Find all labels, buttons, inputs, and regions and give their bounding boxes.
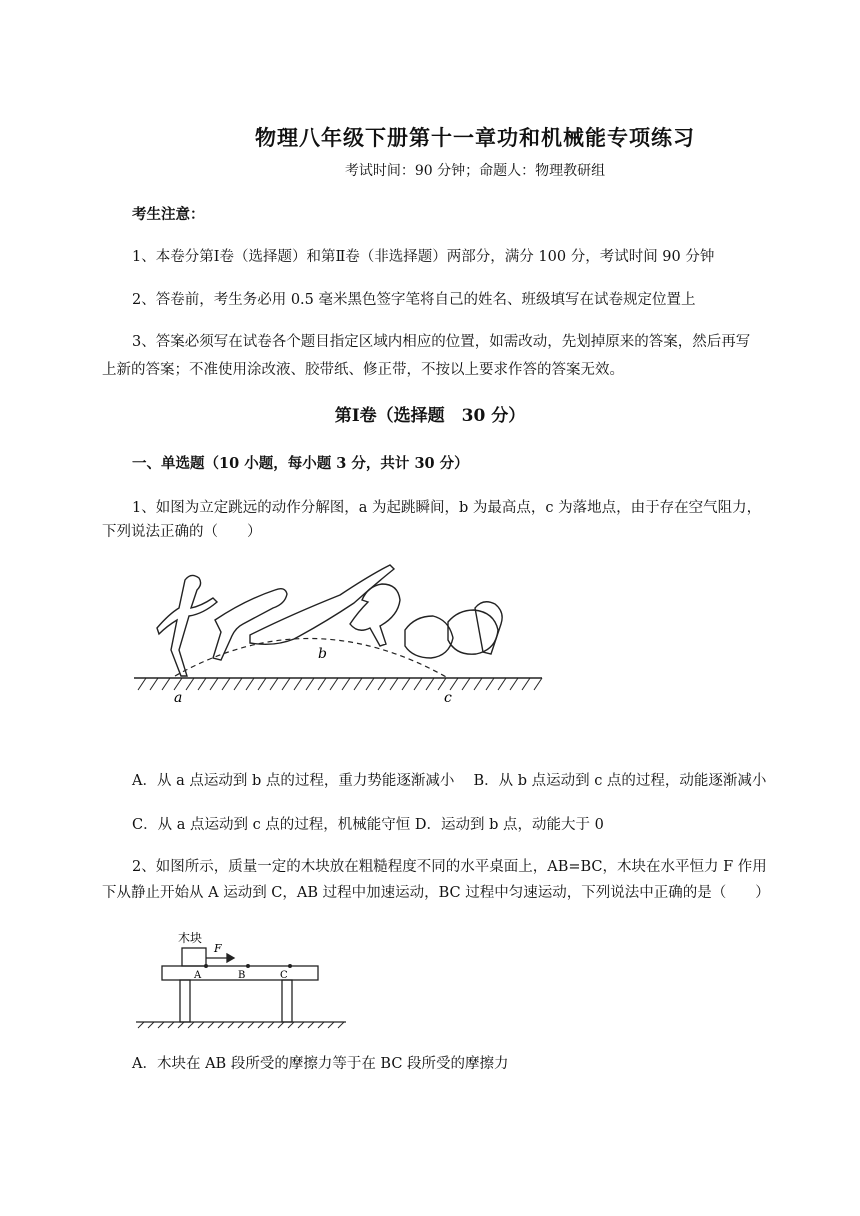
- page-title: 物理八年级下册第十一章功和机械能专项练习: [255, 125, 695, 150]
- q2-label-block: 木块: [178, 931, 203, 945]
- q2-label-A: A: [194, 970, 202, 981]
- q2-label-force: F: [214, 942, 222, 955]
- section-title: 第Ⅰ卷（选择题 30 分）: [334, 406, 526, 426]
- notice-item-2: 2、答卷前，考生务必用 0.5 毫米黑色签字笔将自己的姓名、班级填写在试卷规定位置上: [132, 292, 696, 308]
- q2-stem-line2: 下从静止开始从 A 运动到 C，AB 过程中加速运动，BC 过程中匀速运动，下列说法中正确的是（ ）: [102, 885, 770, 901]
- q1-label-c: c: [444, 690, 452, 706]
- exam-info: 考试时间：90 分钟；命题人：物理教研组: [344, 163, 606, 179]
- q1-options-ab: A．从 a 点运动到 b 点的过程，重力势能逐渐减小 B．从 b 点运动到 c 点的过程，动能逐渐减小: [132, 773, 767, 789]
- q1-jump-figure: [130, 560, 560, 710]
- q2-stem-line1: 2、如图所示，质量一定的木块放在粗糙程度不同的水平桌面上，AB=BC，木块在水平恒力 F 作用: [132, 859, 767, 875]
- q1-label-b: b: [318, 646, 327, 662]
- q1-options-cd: C．从 a 点运动到 c 点的过程，机械能守恒 D．运动到 b 点，动能大于 0: [132, 817, 604, 833]
- q2-option-a: A．木块在 AB 段所受的摩擦力等于在 BC 段所受的摩擦力: [132, 1056, 509, 1072]
- notice-item-3-cont: 上新的答案；不准使用涂改液、胶带纸、修正带，不按以上要求作答的答案无效。: [102, 362, 624, 378]
- notice-item-1: 1、本卷分第Ⅰ卷（选择题）和第Ⅱ卷（非选择题）两部分，满分 100 分，考试时间 90 分钟: [132, 249, 715, 265]
- q1-label-a: a: [174, 690, 183, 706]
- q1-stem-line1: 1、如图为立定跳远的动作分解图，a 为起跳瞬间，b 为最高点，c 为落地点，由于存在空气阻力，: [132, 500, 762, 516]
- q2-label-C: C: [280, 970, 288, 981]
- part-heading: 一、单选题（10 小题，每小题 3 分，共计 30 分）: [132, 455, 469, 472]
- q1-stem-line2: 下列说法正确的（ ）: [102, 524, 262, 540]
- notice-heading: 考生注意：: [132, 206, 205, 223]
- notice-item-3: 3、答案必须写在试卷各个题目指定区域内相应的位置，如需改动，先划掉原来的答案，然后再写: [132, 334, 751, 350]
- q2-block-figure: [134, 924, 354, 1032]
- q2-label-B: B: [238, 970, 246, 981]
